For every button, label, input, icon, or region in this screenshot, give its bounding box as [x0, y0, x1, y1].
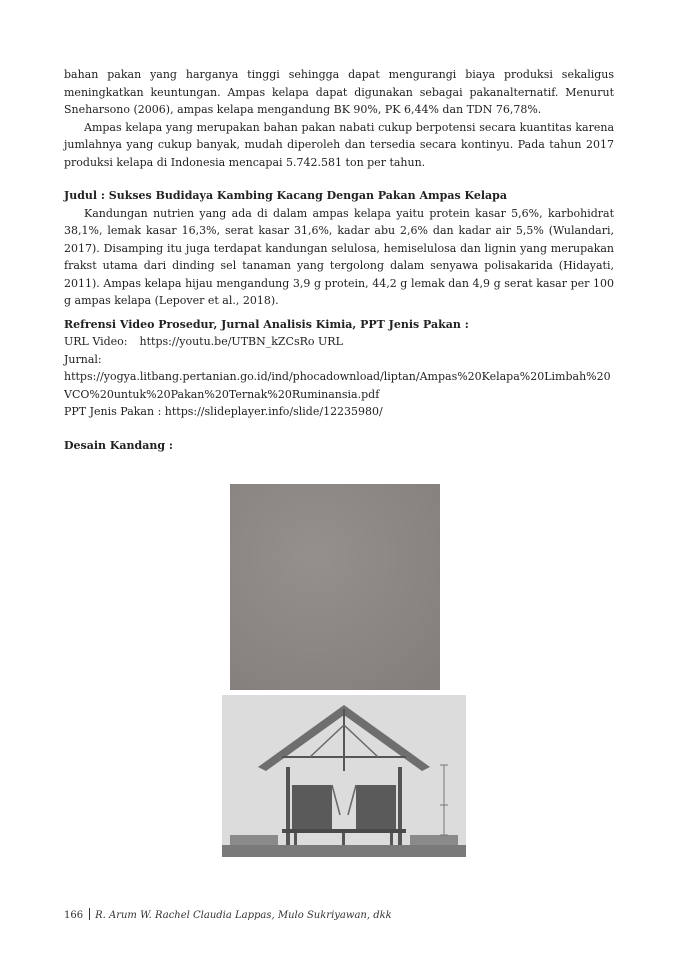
video-link[interactable]: https://youtu.be/UTBN_kZCsRo URL — [139, 335, 343, 348]
page-footer — [64, 908, 392, 923]
paragraph-2: Ampas kelapa yang merupakan bahan pakan nabati cukup berpotensi secara kuantitas karena jumlahnya yang cukup banyak, mudah diperoleh dan tersedia secara kontinyu. Pada tahun 2017 produksi kelapa di Indonesia mencapai 5.742.581 ton per tahun. — [64, 120, 614, 169]
left-wall — [286, 767, 290, 845]
journal-link[interactable]: https://yogya.litbang.pertanian.go.id/ind/phocadownload/liptan/Ampas%20Kelapa%20Limbah%20VCO%20untuk%20Pakan%20Ternak%20Ruminansia.pdf — [64, 370, 611, 401]
ppt-reference[interactable]: PPT Jenis Pakan : https://slideplayer.info/slide/12235980/ — [64, 405, 383, 418]
video-label: URL Video: — [64, 335, 128, 348]
left-pen — [292, 785, 332, 829]
journal-label: Jurnal: — [64, 352, 102, 366]
footer-authors: R. Arum W. Rachel Claudia Lappas, Mulo Sukriyawan, dkk — [95, 910, 392, 921]
design-heading: Desain Kandang : — [64, 438, 173, 452]
ground — [222, 845, 466, 857]
paragraph-1: bahan pakan yang harganya tinggi sehingga dapat mengurangi biaya produksi sekaligus meningkatkan keuntungan. Ampas kelapa dapat digunakan sebagai pakanalternatif. Menurut Sneharsono (2006), ampas kelapa mengandung BK 90%, PK 6,44% dan TDN 76,78%. — [64, 68, 614, 116]
paragraph-3: Kandungan nutrien yang ada di dalam ampas kelapa yaitu protein kasar 5,6%, karbohidrat 38,1%, lemak kasar 16,3%, serat kasar 31,6%, kadar abu 2,6% dan kadar air 5,5% (Wulandari, 2017). Disamping itu juga terdapat kandungan selulosa, hemiselulosa dan lignin yang merupakan frakst utama dari dinding sel tanaman yang tergolong dalam senyawa polisakarida (Hidayati, 2011). Ampas kelapa hijau mengandung 3,9 g protein, 44,2 g lemak dan 4,9 g serat kasar per 100 g ampas kelapa (Lepover et al., 2018). — [64, 206, 614, 307]
right-wall — [398, 767, 402, 845]
barn-photo — [230, 484, 440, 690]
document-body — [64, 66, 614, 454]
references-heading: Refrensi Video Prosedur, Jurnal Analisis Kimia, PPT Jenis Pakan : — [64, 317, 469, 331]
right-pen — [356, 785, 396, 829]
ground-right-bed — [410, 835, 458, 845]
raised-floor — [282, 829, 406, 833]
footer-separator — [89, 908, 90, 920]
ground-left-bed — [230, 835, 278, 845]
barn-cross-section-drawing — [222, 695, 466, 857]
section-heading: Judul : Sukses Budidaya Kambing Kacang Dengan Pakan Ampas Kelapa — [64, 189, 507, 202]
video-reference — [64, 333, 614, 351]
page-number: 166 — [64, 910, 84, 921]
